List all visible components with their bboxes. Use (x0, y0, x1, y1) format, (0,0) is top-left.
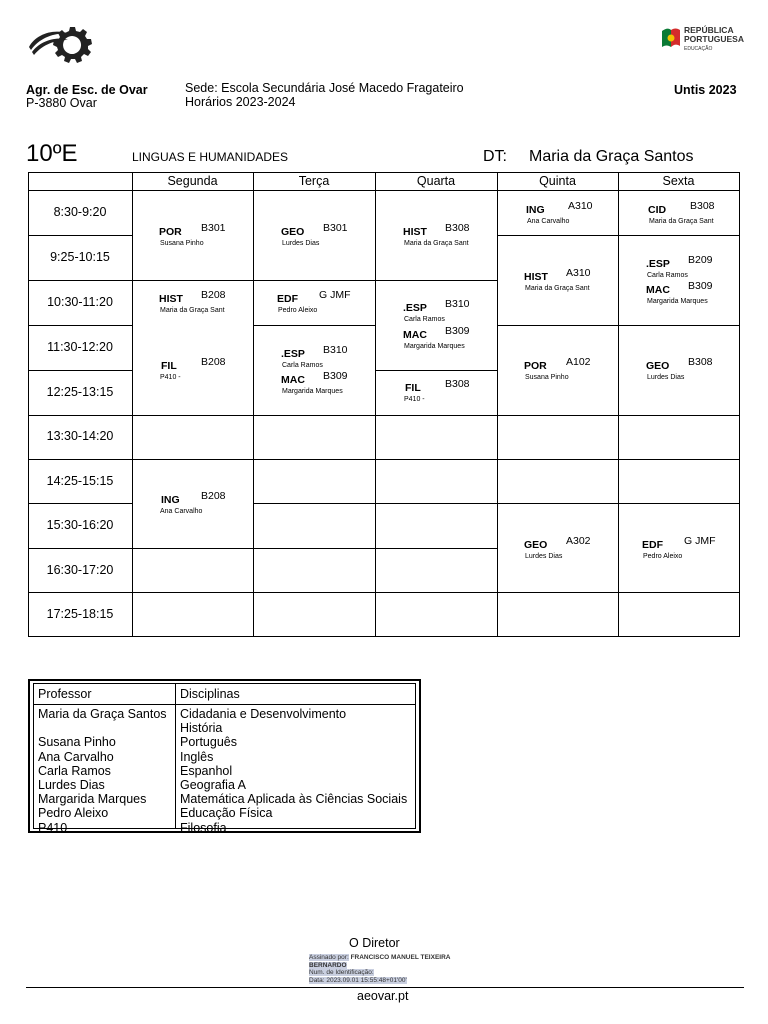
lesson-room: B308 (445, 222, 470, 234)
legend-discipline: Educação Física (180, 806, 273, 821)
lesson-subject: POR (524, 360, 547, 372)
timetable (28, 172, 740, 637)
signature-date: Data: 2023.09.01 15:55:48+01'00' (309, 976, 407, 984)
lesson-room: B301 (323, 222, 348, 234)
signature-label: Assinado por: (309, 954, 349, 961)
lesson-room: B310 (323, 344, 348, 356)
signature-id: Num. de Identificação: (309, 969, 374, 977)
time-slot: 14:25-15:15 (46, 474, 114, 488)
legend-discipline: Filosofia (180, 820, 227, 835)
footer-rule (26, 987, 744, 988)
lesson-subject: GEO (281, 226, 305, 238)
lesson-teacher: Susana Pinho (525, 374, 569, 381)
lesson-teacher: Lurdes Dias (647, 374, 685, 381)
lesson-subject: MAC (646, 284, 670, 296)
lesson-subject: ING (161, 494, 180, 506)
legend-discipline: Geografia A (180, 778, 247, 793)
lesson-teacher: Maria da Graça Sant (649, 218, 714, 225)
lesson-room: A310 (566, 267, 591, 279)
lesson-teacher: Pedro Aleixo (278, 307, 318, 314)
lesson-room: A302 (566, 535, 591, 547)
class-name: 10ºE (26, 140, 78, 167)
lesson-teacher: Maria da Graça Sant (160, 307, 225, 314)
republica-portuguesa-logo (660, 26, 750, 60)
day-header-segunda: Segunda (167, 174, 218, 188)
lesson-room: B208 (201, 490, 226, 502)
lesson-teacher: Carla Ramos (647, 272, 688, 279)
untis-label: Untis 2023 (674, 83, 737, 97)
legend-professor: Carla Ramos (38, 763, 111, 778)
legend-professor: P410 - (38, 820, 75, 835)
lesson-room: B309 (688, 280, 713, 292)
day-header-quinta: Quinta (539, 174, 576, 188)
lesson-subject: GEO (524, 539, 548, 551)
lesson-room: B208 (201, 289, 226, 301)
time-slot: 10:30-11:20 (47, 295, 113, 309)
lesson-teacher: Pedro Aleixo (643, 553, 683, 560)
lesson-teacher: Susana Pinho (160, 240, 204, 247)
republica-line2: PORTUGUESA (684, 34, 744, 44)
lesson-teacher: P410 - (160, 374, 181, 381)
lesson-subject: .ESP (646, 258, 670, 270)
lesson-subject: HIST (403, 226, 427, 238)
school-logo (26, 22, 98, 64)
lesson-teacher: Ana Carvalho (527, 218, 570, 225)
lesson-room: B309 (323, 370, 348, 382)
legend-professor: Maria da Graça Santos (38, 707, 167, 721)
time-slot: 16:30-17:20 (46, 563, 114, 577)
postal-code: P-3880 Ovar (26, 96, 97, 110)
time-slot: 11:30-12:20 (47, 340, 113, 354)
time-slot: 15:30-16:20 (46, 518, 114, 532)
lesson-subject: ING (526, 204, 545, 216)
time-slot: 8:30-9:20 (53, 205, 107, 219)
legend-professor: Pedro Aleixo (38, 806, 109, 821)
lesson-room: B308 (445, 378, 470, 390)
lesson-subject: HIST (524, 271, 548, 283)
lesson-subject: HIST (159, 293, 183, 305)
time-slot: 9:25-10:15 (50, 250, 110, 264)
lesson-subject: MAC (281, 374, 305, 386)
republica-line1: REPÚBLICA (684, 25, 734, 35)
lesson-room: B209 (688, 254, 713, 266)
lesson-subject: EDF (277, 293, 298, 305)
time-slot: 12:25-13:15 (46, 385, 114, 399)
agr-name: Agr. de Esc. de Ovar (26, 83, 148, 97)
horarios-text: Horários 2023-2024 (185, 95, 296, 109)
day-header-sexta: Sexta (662, 174, 695, 188)
legend-discipline: Português (180, 735, 237, 750)
legend-disciplines (180, 707, 407, 835)
lesson-teacher: Maria da Graça Sant (525, 285, 590, 292)
time-slot: 17:25-18:15 (46, 607, 114, 621)
lesson-room: B310 (445, 298, 470, 310)
course-name: LINGUAS E HUMANIDADES (132, 150, 289, 164)
lesson-subject: POR (159, 226, 182, 238)
lesson-room: B308 (690, 200, 715, 212)
signature-name-cont: BERNARDO (309, 961, 347, 969)
lesson-subject: .ESP (403, 302, 427, 314)
sede-text: Sede: Escola Secundária José Macedo Fragateiro (185, 81, 464, 95)
lesson-room: A102 (566, 356, 591, 368)
lesson-teacher: Carla Ramos (282, 362, 323, 369)
lesson-room: G JMF (319, 289, 351, 301)
legend-discipline: Inglês (180, 749, 214, 764)
legend-professor: Margarida Marques (38, 792, 147, 807)
digital-signature (309, 954, 450, 984)
lesson-teacher: Lurdes Dias (525, 553, 563, 560)
legend-discipline: Matemática Aplicada às Ciências Sociais (180, 792, 408, 807)
signature-name: FRANCISCO MANUEL TEIXEIRA (350, 954, 451, 961)
lesson-teacher: Margarida Marques (647, 298, 708, 305)
lesson-room: B301 (201, 222, 226, 234)
legend-table (28, 679, 421, 833)
legend-header-disciplinas: Disciplinas (180, 687, 240, 701)
lesson-teacher: Margarida Marques (404, 343, 465, 350)
lesson-teacher: Lurdes Dias (282, 240, 320, 247)
director-label: O Diretor (349, 936, 400, 950)
lesson-room: B208 (201, 356, 226, 368)
lesson-teacher: P410 - (404, 396, 425, 403)
day-header-terca: Terça (298, 174, 330, 188)
legend-professor (38, 721, 167, 735)
lesson-subject: CID (648, 204, 667, 216)
day-header-quarta: Quarta (416, 174, 456, 188)
legend-professor: Susana Pinho (38, 735, 116, 750)
legend-professor: Ana Carvalho (38, 749, 114, 764)
lesson-room: B308 (688, 356, 713, 368)
lesson-subject: GEO (646, 360, 670, 372)
dt-label: DT: (483, 148, 507, 165)
lesson-teacher: Carla Ramos (404, 316, 445, 323)
legend-discipline: Cidadania e Desenvolvimento (180, 707, 347, 721)
legend-discipline: Espanhol (180, 763, 233, 778)
lesson-subject: FIL (405, 382, 421, 394)
legend-header-professor: Professor (38, 687, 92, 701)
legend-professor: Lurdes Dias (38, 778, 105, 792)
lesson-teacher: Ana Carvalho (160, 508, 203, 515)
legend-discipline: História (180, 721, 223, 736)
lesson-room: A310 (568, 200, 593, 212)
lesson-teacher: Maria da Graça Sant (404, 240, 469, 247)
lesson-subject: MAC (403, 329, 427, 341)
lesson-subject: .ESP (281, 348, 305, 360)
lesson-teacher: Margarida Marques (282, 388, 343, 395)
republica-line3: EDUCAÇÃO (684, 46, 713, 52)
lesson-subject: FIL (161, 360, 177, 372)
time-slot: 13:30-14:20 (46, 429, 114, 443)
lesson-room: B309 (445, 325, 470, 337)
lesson-subject: EDF (642, 539, 663, 551)
lesson-room: G JMF (684, 535, 716, 547)
website-link[interactable]: aeovar.pt (357, 989, 409, 1003)
legend-professors (38, 707, 167, 835)
dt-name: Maria da Graça Santos (529, 148, 694, 165)
